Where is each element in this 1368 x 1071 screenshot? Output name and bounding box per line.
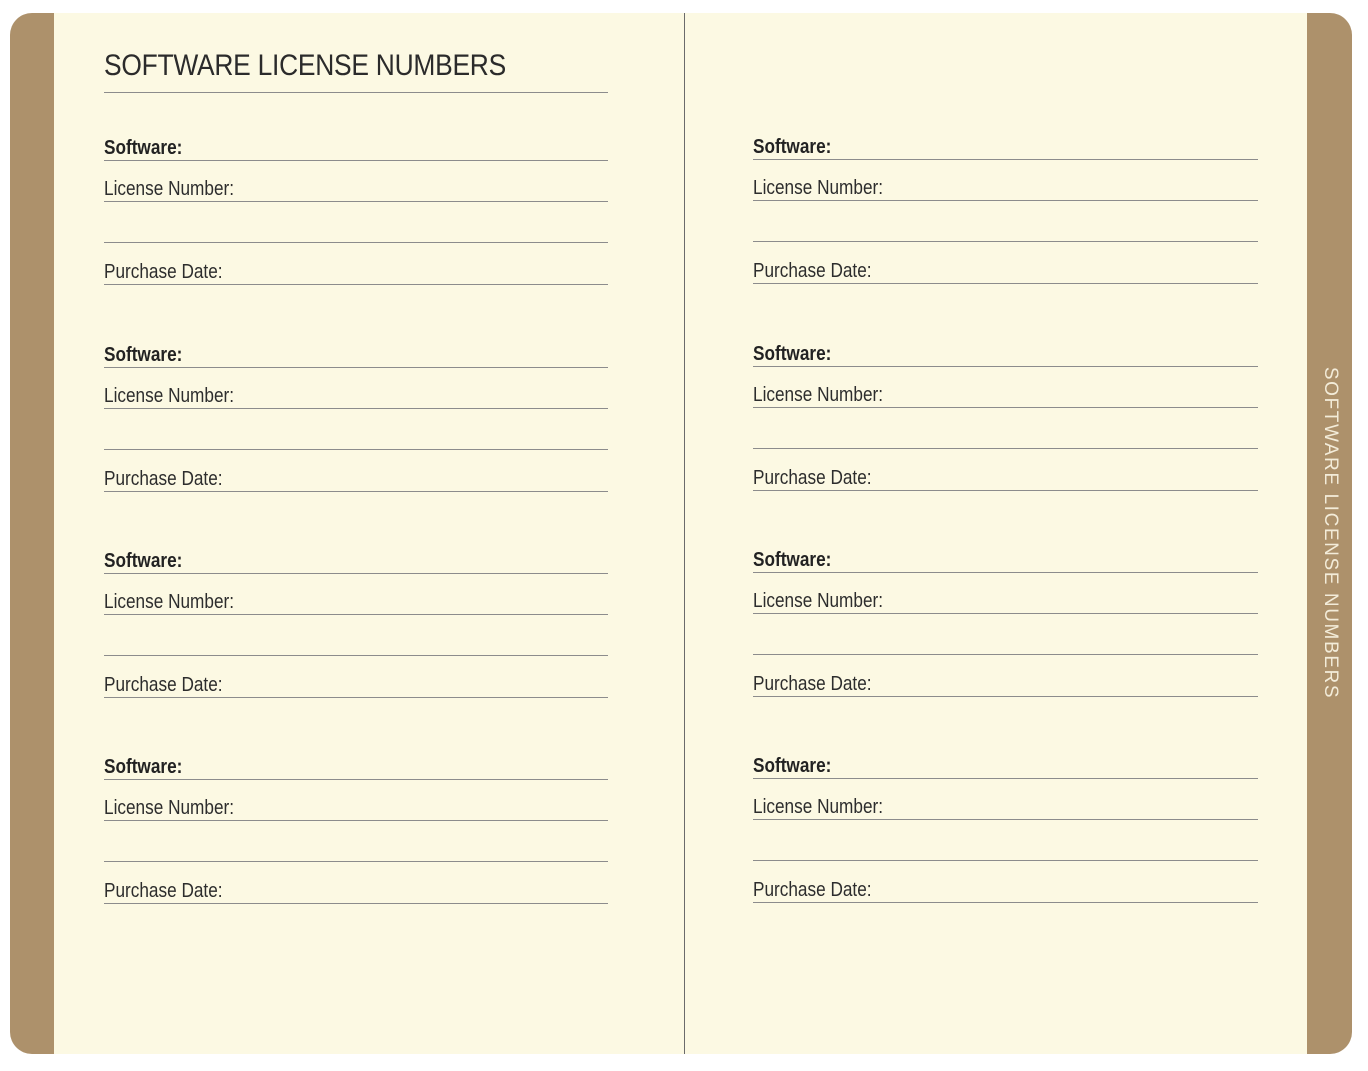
- software-label: Software:: [104, 137, 183, 159]
- page-title: SOFTWARE LICENSE NUMBERS: [104, 51, 608, 93]
- license-label: License Number:: [104, 591, 235, 613]
- purchase-field[interactable]: [753, 878, 1258, 903]
- license-label: License Number:: [753, 796, 884, 818]
- license-label: License Number:: [753, 590, 884, 612]
- purchase-label: Purchase Date:: [104, 468, 223, 490]
- license-continuation-line[interactable]: [104, 218, 608, 243]
- license-continuation-line[interactable]: [104, 425, 608, 450]
- purchase-label: Purchase Date:: [753, 879, 872, 901]
- purchase-field[interactable]: [753, 672, 1258, 697]
- license-field[interactable]: [104, 177, 608, 202]
- left-page: [54, 13, 684, 1054]
- software-label: Software:: [753, 136, 832, 158]
- license-continuation-line[interactable]: [104, 837, 608, 862]
- license-label: License Number:: [104, 797, 235, 819]
- purchase-label: Purchase Date:: [753, 260, 872, 282]
- software-field[interactable]: [753, 548, 1258, 573]
- purchase-field[interactable]: [753, 466, 1258, 491]
- notebook-spread: [10, 13, 1352, 1054]
- purchase-field[interactable]: [104, 467, 608, 492]
- license-field[interactable]: [104, 796, 608, 821]
- software-label: Software:: [753, 343, 832, 365]
- purchase-label: Purchase Date:: [104, 880, 223, 902]
- purchase-label: Purchase Date:: [753, 467, 872, 489]
- license-label: License Number:: [104, 178, 235, 200]
- license-label: License Number:: [753, 177, 884, 199]
- license-continuation-line[interactable]: [104, 631, 608, 656]
- side-tab-label: SOFTWARE LICENSE NUMBERS: [1319, 366, 1341, 700]
- license-field[interactable]: [753, 176, 1258, 201]
- software-label: Software:: [753, 755, 832, 777]
- software-field[interactable]: [104, 343, 608, 368]
- side-tab: [1307, 13, 1352, 1054]
- software-field[interactable]: [104, 755, 608, 780]
- purchase-field[interactable]: [753, 259, 1258, 284]
- software-field[interactable]: [753, 135, 1258, 160]
- software-field[interactable]: [753, 754, 1258, 779]
- software-label: Software:: [104, 344, 183, 366]
- software-label: Software:: [753, 549, 832, 571]
- right-page: [685, 13, 1307, 1054]
- software-label: Software:: [104, 756, 183, 778]
- purchase-label: Purchase Date:: [104, 674, 223, 696]
- license-continuation-line[interactable]: [753, 217, 1258, 242]
- license-field[interactable]: [104, 384, 608, 409]
- software-field[interactable]: [753, 342, 1258, 367]
- license-field[interactable]: [104, 590, 608, 615]
- purchase-label: Purchase Date:: [104, 261, 223, 283]
- purchase-field[interactable]: [104, 879, 608, 904]
- license-field[interactable]: [753, 383, 1258, 408]
- license-continuation-line[interactable]: [753, 630, 1258, 655]
- purchase-label: Purchase Date:: [753, 673, 872, 695]
- license-label: License Number:: [753, 384, 884, 406]
- license-field[interactable]: [753, 589, 1258, 614]
- purchase-field[interactable]: [104, 673, 608, 698]
- license-continuation-line[interactable]: [753, 836, 1258, 861]
- software-field[interactable]: [104, 549, 608, 574]
- software-label: Software:: [104, 550, 183, 572]
- license-continuation-line[interactable]: [753, 424, 1258, 449]
- purchase-field[interactable]: [104, 260, 608, 285]
- license-field[interactable]: [753, 795, 1258, 820]
- left-entries: [54, 13, 684, 1054]
- software-field[interactable]: [104, 136, 608, 161]
- license-label: License Number:: [104, 385, 235, 407]
- right-entries: [685, 13, 1307, 1054]
